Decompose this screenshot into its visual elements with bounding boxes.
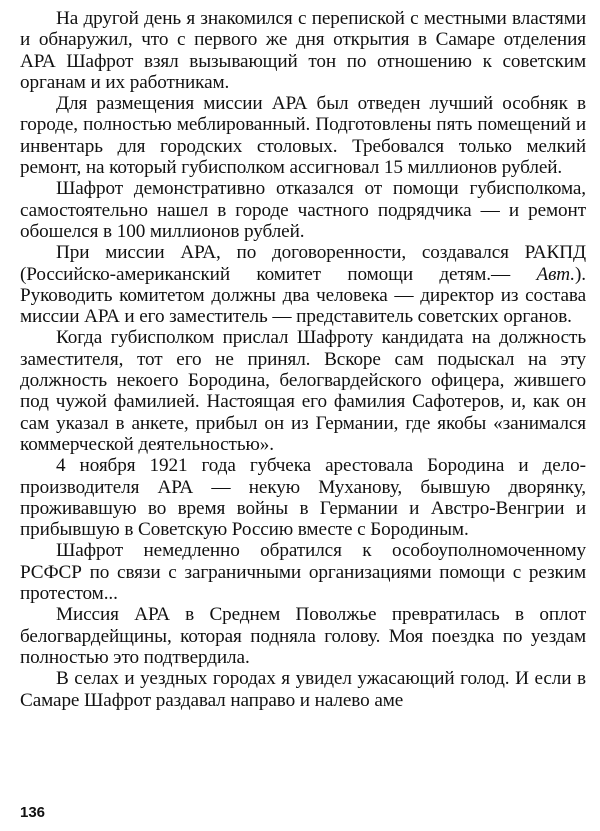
paragraph-1: На другой день я знакомился с перепиской с местными властями и обнаружил, что с первого же дня открытия в Самаре отделения АРА Шафрот взял вызывающий тон по отношению к советским органам и их работникам. (20, 8, 586, 93)
paragraph-4 (20, 242, 586, 327)
paragraph-4-text-start: При миссии АРА, по договоренности, создавался РАКПД (Российско-американский комитет помощи детям.— (20, 242, 586, 285)
paragraph-7: Шафрот немедленно обратился к особоуполномоченному РСФСР по связи с заграничными организациями помощи с резким протестом... (20, 540, 586, 605)
page-number: 136 (20, 804, 46, 821)
paragraph-9: В селах и уездных городах я увидел ужасающий голод. И если в Самаре Шафрот раздавал направо и налево аме (20, 668, 586, 711)
paragraph-5: Когда губисполком прислал Шафроту кандидата на должность заместителя, тот его не принял. Вскоре сам подыскал на эту должность некоего Бородина, белогвардейского офицера, жившего под чужой фамилией. Настоящая его фамилия Сафотеров, и, как он сам указал в анкете, прибыл он из Германии, где якобы «занимался коммерческой деятельностью». (20, 327, 586, 455)
paragraph-4-text-end: ). Руководить комитетом должны два человека — директор из состава миссии АРА и его заместитель — представитель советских органов. (20, 263, 586, 328)
paragraph-3: Шафрот демонстративно отказался от помощи губисполкома, самостоятельно нашел в городе частного подрядчика — и ремонт обошелся в 100 миллионов рублей. (20, 178, 586, 242)
paragraph-6: 4 ноября 1921 года губчека арестовала Бородина и делопроизводителя АРА — некую Муханову, бывшую дворянку, проживавшую во время войны в Германии и Австро-Венгрии и прибывшую в Советскую Россию вместе с Бородиным. (20, 455, 586, 541)
paragraph-2: Для размещения миссии АРА был отведен лучший особняк в городе, полностью меблированный. Подготовлены пять помещений и инвентарь для городских столовых. Требовался только мелкий ремонт, на который губисполком ассигновал 15 миллионов рублей. (20, 93, 586, 179)
author-note-abbr: Авт. (536, 263, 575, 285)
paragraph-8: Миссия АРА в Среднем Поволжье превратилась в оплот белогвардейщины, которая подняла голову. Моя поездка по уездам полностью это подтвердила. (20, 604, 586, 668)
page-body (20, 8, 586, 711)
